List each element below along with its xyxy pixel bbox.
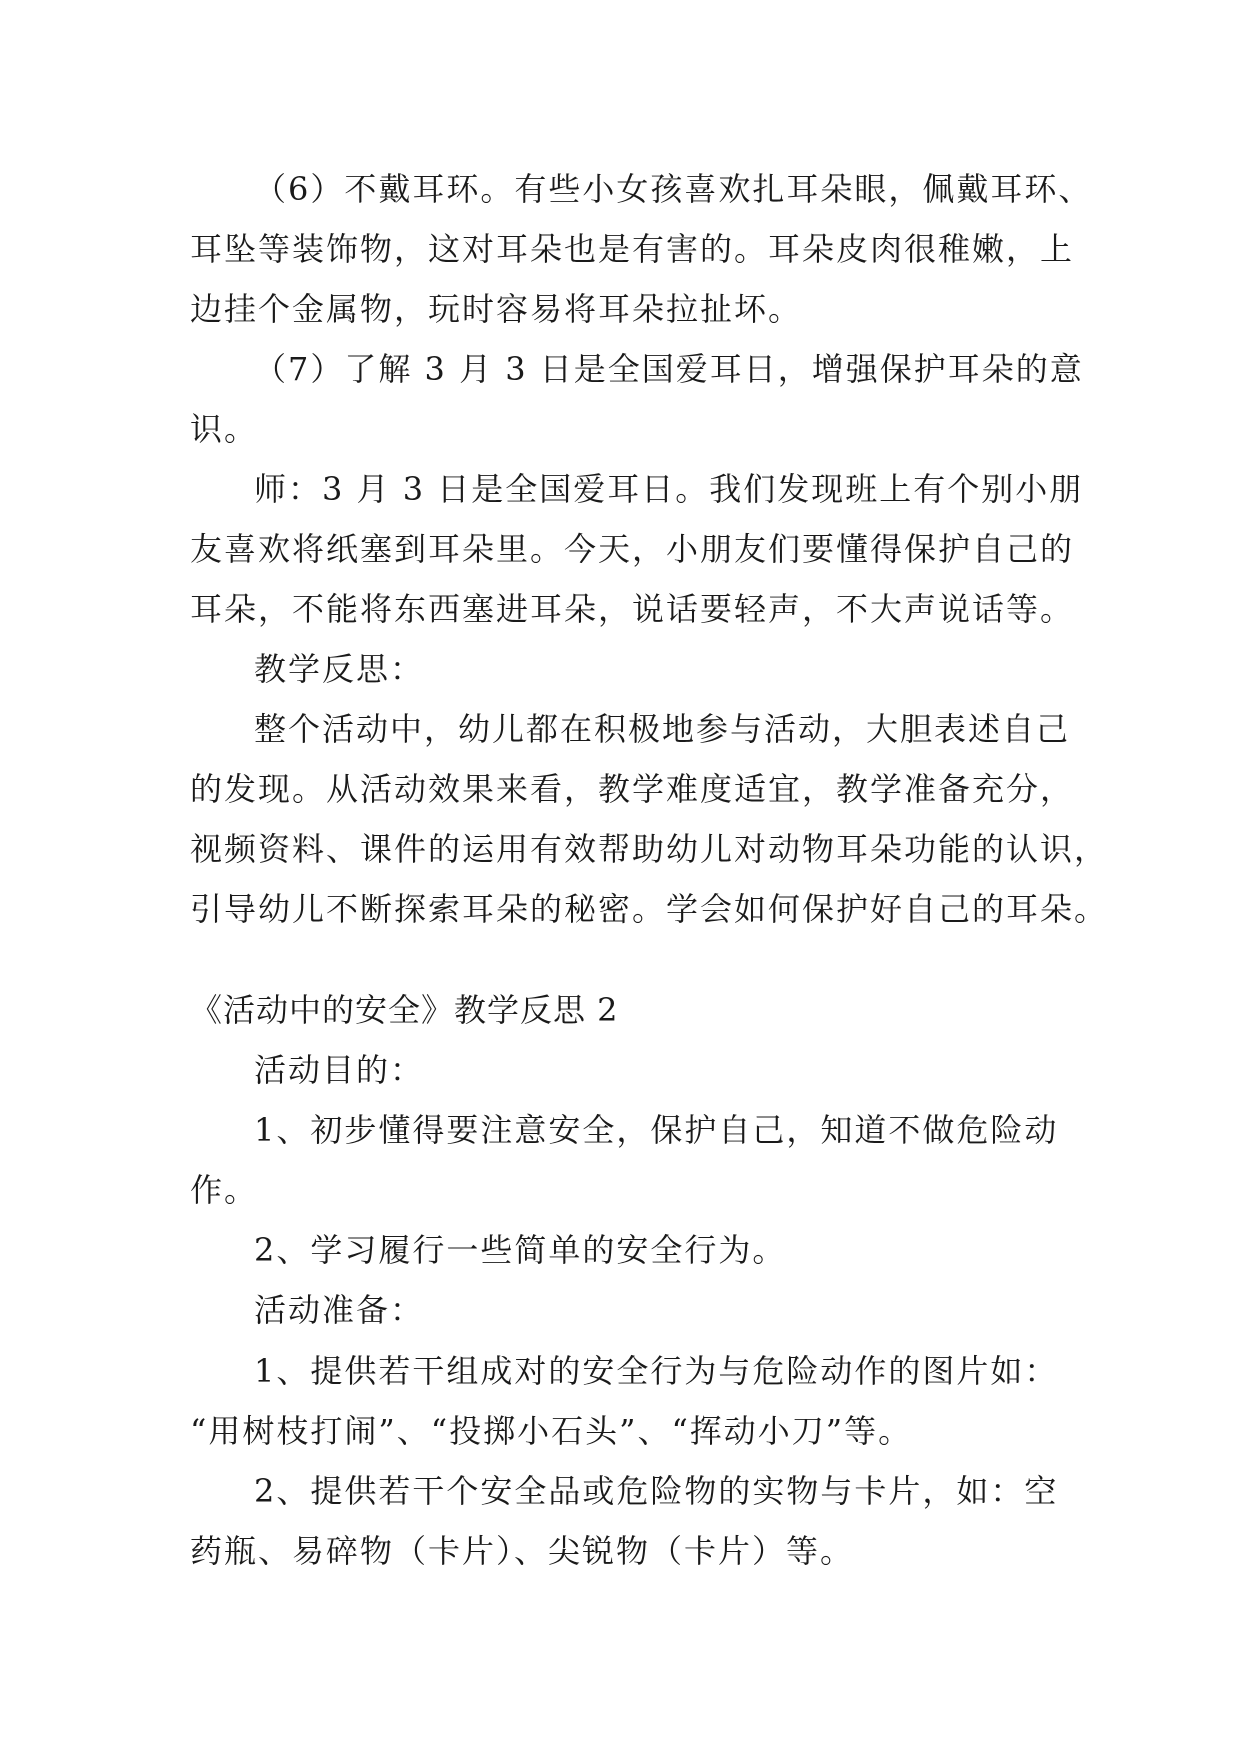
section-heading: 活动目的： [254, 1051, 425, 1089]
paragraph-line: 视频资料、课件的运用有效帮助幼儿对动物耳朵功能的认识， [190, 830, 1109, 868]
paragraph-line: （6）不戴耳环。有些小女孩喜欢扎耳朵眼，佩戴耳环、 [254, 170, 1093, 208]
paragraph-line: 1、提供若干组成对的安全行为与危险动作的图片如： [254, 1352, 1059, 1390]
paragraph-line: 引导幼儿不断探索耳朵的秘密。学会如何保护好自己的耳朵。 [190, 890, 1109, 928]
section-heading: 教学反思： [254, 650, 425, 688]
paragraph-line: 的发现。从活动效果来看，教学难度适宜，教学准备充分， [190, 770, 1075, 808]
paragraph-line: 师：3 月 3 日是全国爱耳日。我们发现班上有个别小朋 [254, 470, 1084, 508]
paragraph-line: 1、初步懂得要注意安全，保护自己，知道不做危险动 [254, 1111, 1059, 1149]
paragraph-line: 耳朵，不能将东西塞进耳朵，说话要轻声，不大声说话等。 [190, 590, 1075, 628]
paragraph-line: “用树枝打闹”、“投掷小石头”、“挥动小刀”等。 [190, 1412, 913, 1450]
section-heading: 活动准备： [254, 1291, 425, 1329]
paragraph-line: 2、提供若干个安全品或危险物的实物与卡片，如：空 [254, 1472, 1059, 1510]
paragraph-line: 耳坠等装饰物，这对耳朵也是有害的。耳朵皮肉很稚嫩，上 [190, 230, 1075, 268]
paragraph-line: 友喜欢将纸塞到耳朵里。今天，小朋友们要懂得保护自己的 [190, 530, 1075, 568]
paragraph-line: 识。 [190, 410, 259, 448]
paragraph-line: 整个活动中，幼儿都在积极地参与活动，大胆表述自己 [254, 710, 1071, 748]
paragraph-line: 作。 [190, 1171, 259, 1209]
paragraph-line: 2、学习履行一些简单的安全行为。 [254, 1231, 787, 1269]
document-title: 《活动中的安全》教学反思 2 [190, 991, 619, 1029]
paragraph-line: 边挂个金属物，玩时容易将耳朵拉扯坏。 [190, 290, 803, 328]
paragraph-line: 药瓶、易碎物（卡片）、尖锐物（卡片）等。 [190, 1532, 855, 1570]
paragraph-line: （7）了解 3 月 3 日是全国爱耳日，增强保护耳朵的意 [254, 350, 1084, 388]
